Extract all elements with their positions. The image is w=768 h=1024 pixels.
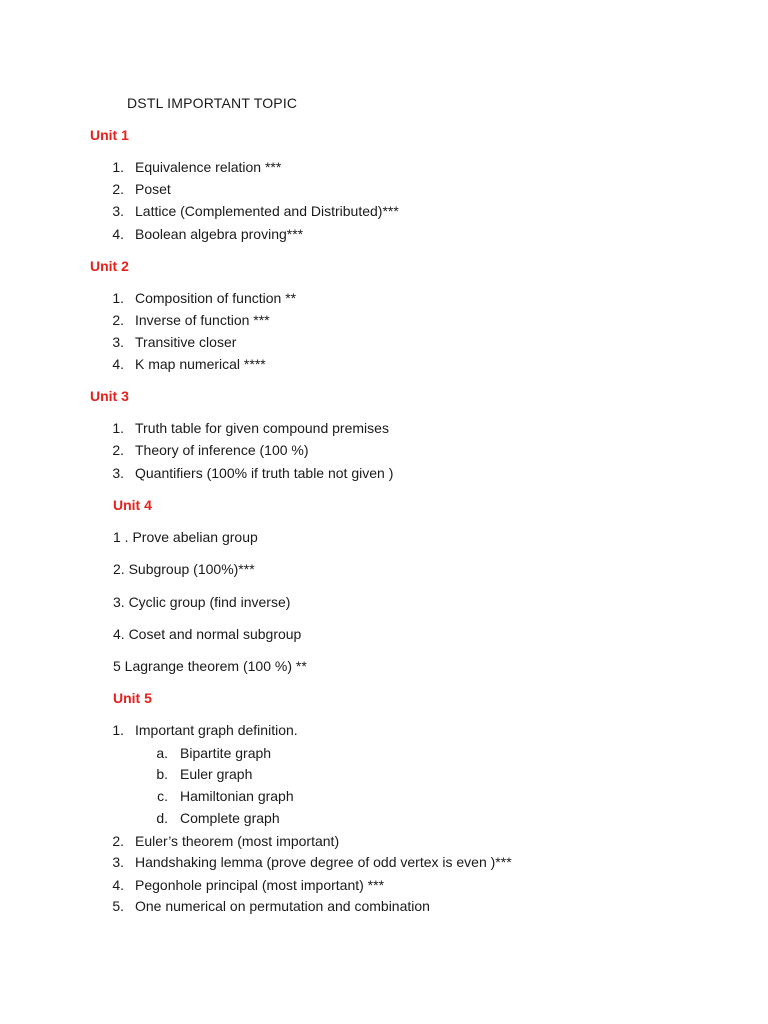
list-item-number: 3.	[112, 203, 124, 219]
list-item: Handshaking lemma (prove degree of odd vertex is even )***	[135, 854, 512, 870]
document-title: DSTL IMPORTANT TOPIC	[127, 95, 298, 111]
list-item: Important graph definition.	[135, 722, 298, 738]
list-item-number: 2.	[112, 312, 124, 328]
sub-item: Hamiltonian graph	[180, 788, 294, 804]
list-item: K map numerical ****	[135, 356, 266, 372]
list-item-number: 1.	[112, 722, 124, 738]
sub-item-letter: a.	[156, 745, 168, 761]
list-item: Lattice (Complemented and Distributed)***	[135, 203, 399, 219]
list-item: Boolean algebra proving***	[135, 226, 304, 242]
sub-item-letter: c.	[157, 788, 168, 804]
list-item-number: 4.	[112, 356, 124, 372]
unit-heading: Unit 5	[113, 690, 152, 706]
list-item: Quantifiers (100% if truth table not given )	[135, 465, 394, 481]
list-item: Poset	[135, 181, 171, 197]
list-item-number: 3.	[112, 334, 124, 350]
sub-item-letter: b.	[156, 766, 168, 782]
list-item: 3. Cyclic group (find inverse)	[113, 594, 291, 610]
list-item-number: 4.	[112, 226, 124, 242]
list-item-number: 2.	[112, 442, 124, 458]
list-item-number: 1.	[112, 159, 124, 175]
list-item-number: 5.	[112, 898, 124, 914]
list-item: Transitive closer	[135, 334, 237, 350]
sub-item: Complete graph	[180, 810, 280, 826]
list-item-number: 4.	[112, 877, 124, 893]
list-item-number: 2.	[112, 833, 124, 849]
list-item: Inverse of function ***	[135, 312, 270, 328]
unit-heading: Unit 2	[90, 258, 129, 274]
list-item-number: 3.	[112, 854, 124, 870]
list-item: 2. Subgroup (100%)***	[113, 561, 255, 577]
unit-heading: Unit 1	[90, 127, 129, 143]
list-item: Equivalence relation ***	[135, 159, 282, 175]
list-item-number: 2.	[112, 181, 124, 197]
list-item-number: 1.	[112, 290, 124, 306]
list-item: Truth table for given compound premises	[135, 420, 389, 436]
list-item: 1 . Prove abelian group	[113, 529, 258, 545]
list-item: One numerical on permutation and combination	[135, 898, 430, 914]
list-item-number: 1.	[112, 420, 124, 436]
unit-heading: Unit 4	[113, 497, 152, 513]
list-item-number: 3.	[112, 465, 124, 481]
sub-item: Euler graph	[180, 766, 253, 782]
list-item: Composition of function **	[135, 290, 297, 306]
sub-item: Bipartite graph	[180, 745, 272, 761]
list-item: Euler’s theorem (most important)	[135, 833, 340, 849]
list-item: Pegonhole principal (most important) ***	[135, 877, 385, 893]
list-item: 4. Coset and normal subgroup	[113, 626, 302, 642]
list-item: 5 Lagrange theorem (100 %) **	[113, 658, 307, 674]
list-item: Theory of inference (100 %)	[135, 442, 309, 458]
sub-item-letter: d.	[156, 810, 168, 826]
unit-heading: Unit 3	[90, 388, 129, 404]
